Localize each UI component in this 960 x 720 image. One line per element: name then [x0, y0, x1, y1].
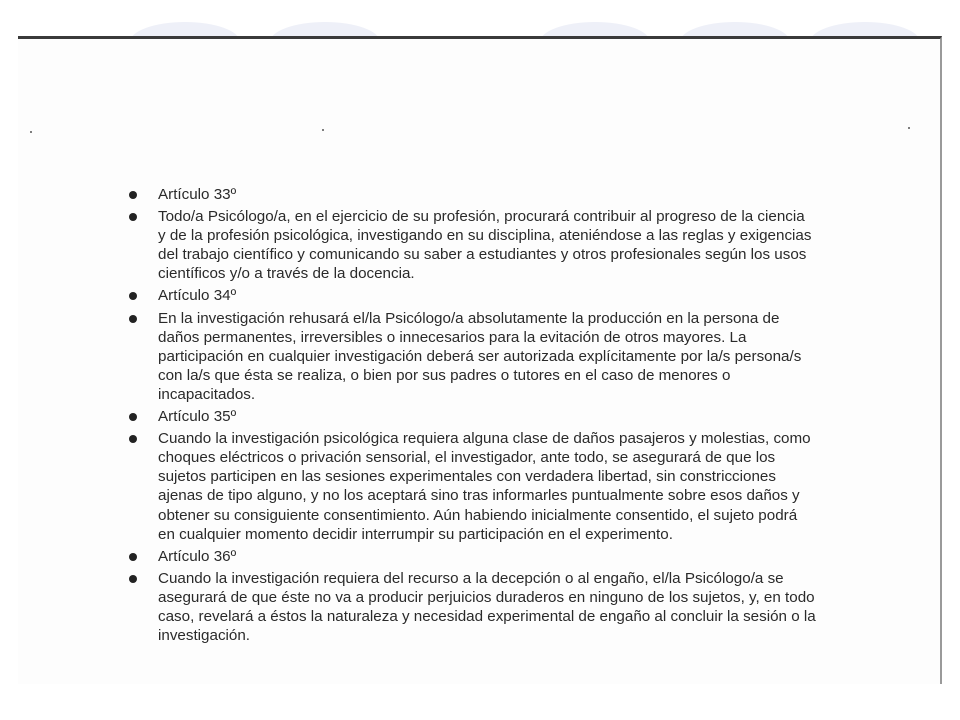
article-text: Todo/a Psicólogo/a, en el ejercicio de su profesión, procurará contribuir al progreso de la ciencia y de la profesión psicológica, investigando en su disciplina, ateniéndose a las reglas y exigencias del trabajo científico y comunicando su saber a estudiantes y otros profesionales según los usos científicos y/o a través de la docencia.	[158, 208, 812, 283]
list-item	[126, 185, 816, 204]
bullet-icon	[129, 413, 137, 421]
article-heading: Artículo 33º	[158, 186, 237, 203]
article-heading: Artículo 35º	[158, 408, 237, 426]
article-text: Cuando la investigación requiera del recurso a la decepción o al engaño, el/la Psicólogo/a se asegurará de que éste no va a producir perjuicios duraderos en ninguno de los sujetos, y, en todo caso, revelará a éstos la naturaleza y necesidad experimental de engaño al concluir la sesión o la investigación.	[158, 569, 816, 645]
bullet-icon	[129, 553, 137, 561]
article-text: Cuando la investigación psicológica requiera alguna clase de daños pasajeros y molestias, como choques eléctricos o privación sensorial, el investigador, ante todo, se asegurará de que los sujetos participen en las sesiones experimentales con verdadera libertad, sin constricciones ajenas de tipo alguno, y no los aceptará sino tras informarles puntualmente sobre esos daños y obtener su consiguiente consentimiento. Aún habiendo inicialmente consentido, el sujeto podrá en cualquier momento decidir interrumpir su participación en el experimento.	[158, 430, 811, 543]
scan-speck	[30, 131, 32, 133]
bullet-icon	[129, 213, 137, 221]
list-item	[126, 569, 816, 645]
bullet-icon	[129, 315, 137, 323]
list-item	[126, 429, 816, 544]
bullet-icon	[129, 575, 137, 583]
list-item	[126, 286, 816, 305]
list-item	[126, 207, 816, 283]
scan-speck	[908, 127, 910, 129]
scan-speck	[322, 129, 324, 131]
article-text: En la investigación rehusará el/la Psicólogo/a absolutamente la producción en la persona de daños permanentes, irreversibles o innecesarios para la evitación de otros mayores. La participación en cualquier investigación deberá ser autorizada explícitamente por la/s persona/s con la/s que ésta se realiza, o bien por sus padres o tutores en el caso de menores o incapacitados.	[158, 309, 802, 403]
scanned-page	[18, 36, 942, 684]
article-heading: Artículo 36º	[158, 547, 237, 565]
bullet-icon	[129, 191, 137, 199]
list-item	[126, 309, 816, 404]
bullet-icon	[129, 292, 137, 300]
list-item	[126, 407, 816, 426]
bullet-icon	[129, 435, 137, 443]
article-list	[126, 185, 816, 648]
article-heading: Artículo 34º	[158, 287, 237, 305]
list-item	[126, 547, 816, 566]
